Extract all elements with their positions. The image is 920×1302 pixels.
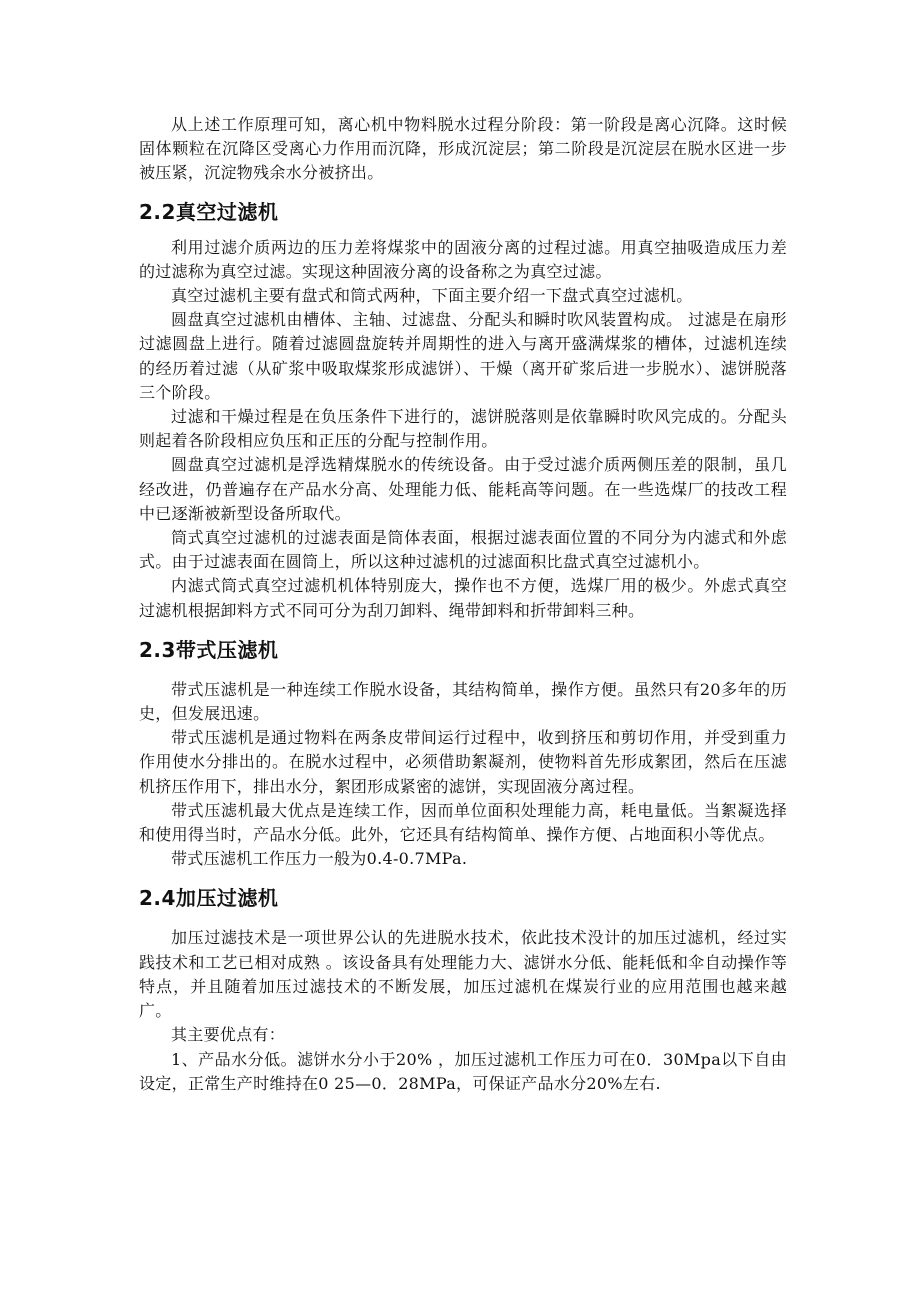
- paragraph: 带式压滤机是一种连续工作脱水设备，其结构简单，操作方便。虽然只有20多年的历史，但发展迅速。: [139, 679, 787, 724]
- paragraph: 真空过滤机主要有盘式和筒式两种，下面主要介绍一下盘式真空过滤机。: [171, 286, 693, 306]
- section-heading-pressure-filter: 2.4加压过滤机: [139, 886, 279, 911]
- paragraph: 筒式真空过滤机的过滤表面是筒体表面，根据过滤表面位置的不同分为内滤式和外虑式。由于过滤表面在圆筒上，所以这种过滤机的过滤面积比盘式真空过滤机小。: [139, 528, 787, 572]
- paragraph: 内滤式筒式真空过滤机机体特别庞大，操作也不方便，选煤厂用的极少。外虑式真空过滤机根据卸料方式不同可分为刮刀卸料、绳带卸料和折带卸料三种。: [139, 576, 787, 620]
- paragraph-centrifuge-stages: 从上述工作原理可知，离心机中物料脱水过程分阶段：第一阶段是离心沉降。这时候固体颗粒在沉降区受离心力作用而沉降，形成沉淀层；第二阶段是沉淀层在脱水区进一步被压紧，沉淀物残余水分被挤出。: [139, 115, 787, 183]
- paragraph: 带式压滤机最大优点是连续工作，因而单位面积处理能力高，耗电量低。当絮凝选择和使用得当时，产品水分低。此外，它还具有结构简单、操作方便、占地面积小等优点。: [139, 800, 787, 845]
- paragraph: 圆盘真空过滤机是浮选精煤脱水的传统设备。由于受过滤介质两侧压差的限制，虽几经改进，仍普遍存在产品水分高、处理能力低、能耗高等问题。在一些选煤厂的技改工程中已逐渐被新型设备所取代。: [139, 455, 787, 523]
- paragraph: 圆盘真空过滤机由槽体、主轴、过滤盘、分配头和瞬时吹风装置构成。 过滤是在扇形过滤圆盘上进行。随着过滤圆盘旋转并周期性的进入与离开盛满煤浆的槽体，过滤机连续的经历着过滤（从矿浆中吸取煤浆形成滤饼）、干燥（离开矿浆后进一步脱水）、滤饼脱落三个阶段。: [139, 310, 787, 402]
- paragraph: 带式压滤机工作压力一般为0.4-0.7MPa.: [171, 849, 468, 869]
- paragraph: 1、产品水分低。滤饼水分小于20% ，加压过滤机工作压力可在0．30Mpa以下自由设定，正常生产时维持在0 25—0．28MPa，可保证产品水分20%左右.: [139, 1049, 787, 1093]
- document-body: [139, 113, 787, 1096]
- paragraph: 加压过滤技术是一项世界公认的先进脱水技术，依此技术没计的加压过滤机，经过实践技术和工艺已相对成熟 。该设备具有处理能力大、滤饼水分低、能耗低和伞自动操作等特点，并且随着加压过滤技术的不断发展，加压过滤机在煤炭行业的应用范围也越来越广。: [139, 928, 787, 1021]
- section-heading-belt-press-filter: 2.3带式压滤机: [139, 637, 279, 662]
- paragraph: 其主要优点有：: [171, 1025, 286, 1045]
- paragraph: 带式压滤机是通过物料在两条皮带间运行过程中，收到挤压和剪切作用，并受到重力作用使水分排出的。在脱水过程中，必须借助絮凝剂，使物料首先形成絮团，然后在压滤机挤压作用下，排出水分，絮团形成紧密的滤饼，实现固液分离过程。: [139, 728, 787, 796]
- paragraph: 过滤和干燥过程是在负压条件下进行的，滤饼脱落则是依靠瞬时吹风完成的。分配头则起着各阶段相应负压和正压的分配与控制作用。: [139, 407, 787, 451]
- section-heading-vacuum-filter: 2.2真空过滤机: [139, 199, 279, 224]
- paragraph: 利用过滤介质两边的压力差将煤浆中的固液分离的过程过滤。用真空抽吸造成压力差的过滤称为真空过滤。实现这种固液分离的设备称之为真空过滤。: [139, 237, 787, 281]
